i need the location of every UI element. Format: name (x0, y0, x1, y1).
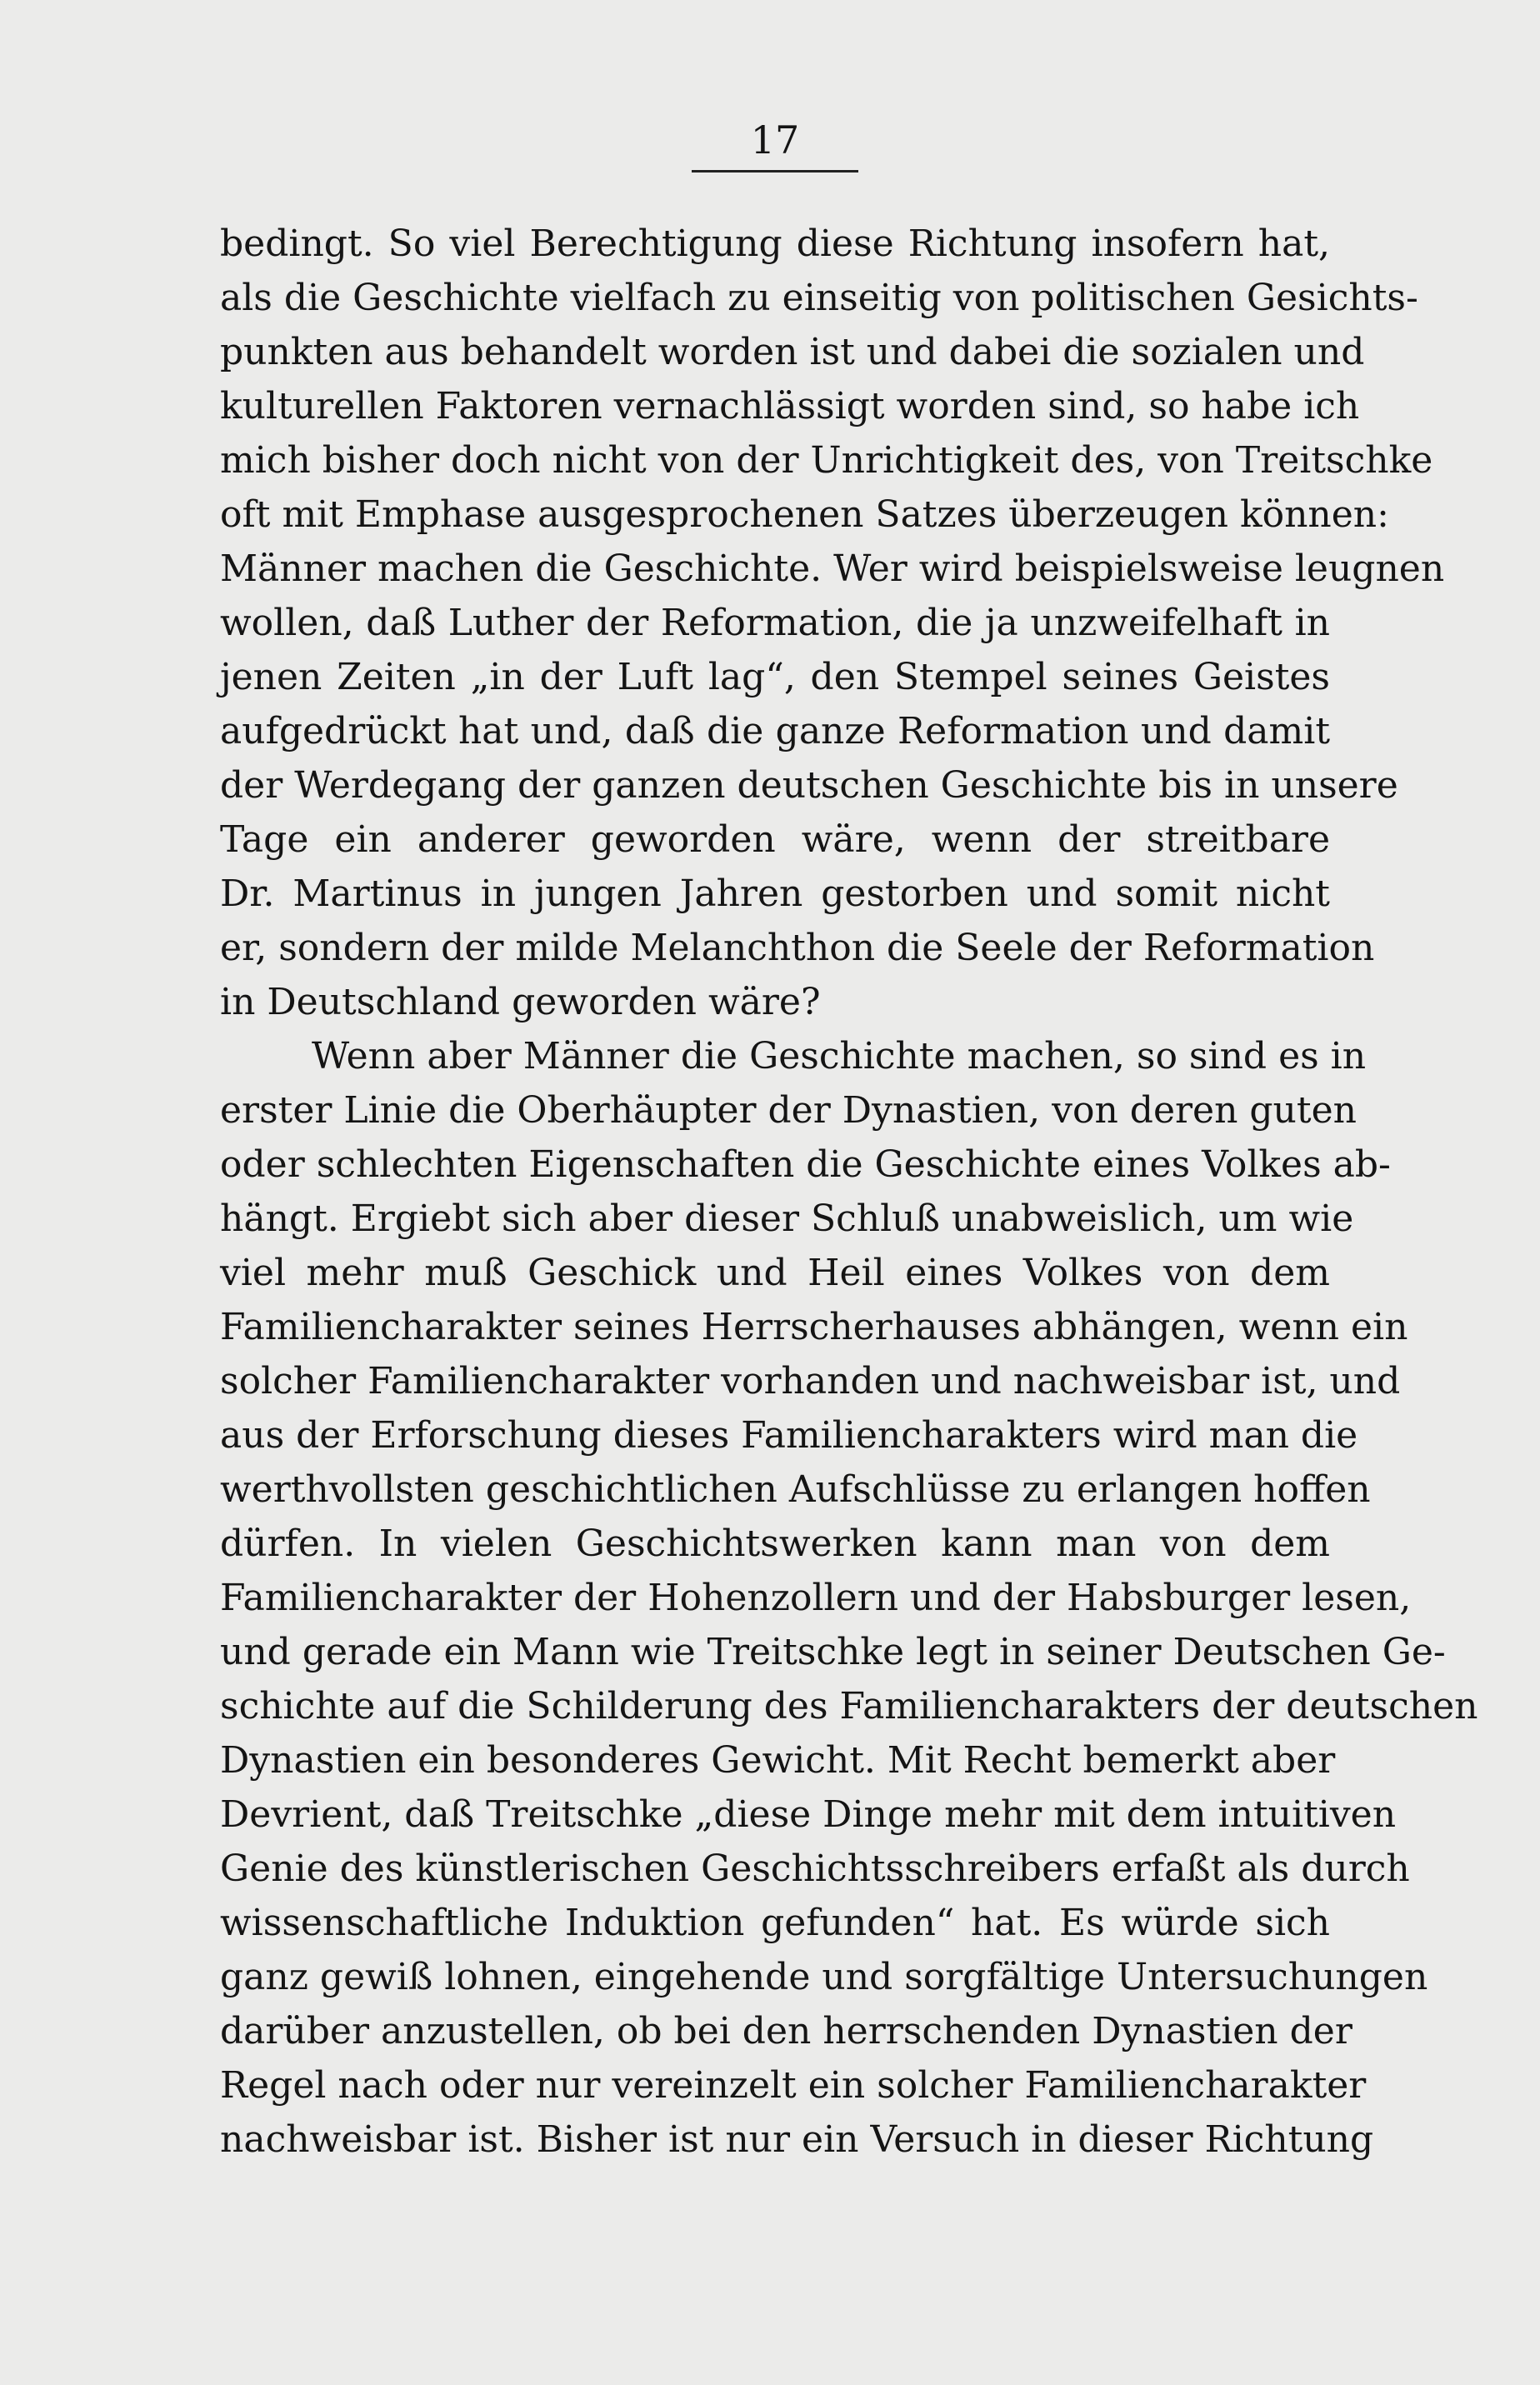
text-line: hängt. Ergiebt sich aber dieser Schluß unabweislich, um wie (220, 1198, 1354, 1240)
text-line: wollen, daß Luther der Reformation, die ja unzweifelhaft in (220, 602, 1330, 644)
text-line: Wenn aber Männer die Geschichte machen, so sind es in (312, 1035, 1367, 1078)
text-line: und gerade ein Mann wie Treitschke legt in seiner Deutschen Ge- (220, 1631, 1446, 1673)
text-line: viel mehr muß Geschick und Heil eines Volkes von dem (220, 1252, 1330, 1294)
paragraph-1 (220, 217, 1445, 1029)
text-line: der Werdegang der ganzen deutschen Geschichte bis in unsere (220, 764, 1398, 807)
text-line: schichte auf die Schilderung des Familiencharakters der deutschen (220, 1685, 1478, 1728)
text-line: erster Linie die Oberhäupter der Dynastien, von deren guten (220, 1089, 1357, 1132)
text-line: nachweisbar ist. Bisher ist nur ein Versuch in dieser Richtung (220, 2118, 1374, 2161)
text-line: in Deutschland geworden wäre? (220, 981, 821, 1023)
text-line: Dr. Martinus in jungen Jahren gestorben und somit nicht (220, 872, 1330, 915)
text-line: Regel nach oder nur vereinzelt ein solcher Familiencharakter (220, 2064, 1367, 2107)
text-line: Dynastien ein besonderes Gewicht. Mit Recht bemerkt aber (220, 1739, 1336, 1782)
text-line: Devrient, daß Treitschke „diese Dinge mehr mit dem intuitiven (220, 1793, 1397, 1836)
body-text (220, 217, 1478, 2167)
text-line: oder schlechten Eigenschaften die Geschichte eines Volkes ab- (220, 1143, 1391, 1186)
text-line: ganz gewiß lohnen, eingehende und sorgfältige Untersuchungen (220, 1956, 1428, 1998)
text-line: jenen Zeiten „in der Luft lag“, den Stempel seines Geistes (220, 656, 1330, 698)
text-line: als die Geschichte vielfach zu einseitig von politischen Gesichts- (220, 277, 1418, 319)
text-line: werthvollsten geschichtlichen Aufschlüsse zu erlangen hoffen (220, 1468, 1371, 1511)
header-rule (692, 170, 858, 172)
text-line: dürfen. In vielen Geschichtswerken kann man von dem (220, 1522, 1330, 1565)
text-line: bedingt. So viel Berechtigung diese Richtung insofern hat, (220, 222, 1330, 265)
text-line: Männer machen die Geschichte. Wer wird beispielsweise leugnen (220, 548, 1445, 590)
text-line: aufgedrückt hat und, daß die ganze Reformation und damit (220, 710, 1330, 752)
paragraph-2 (220, 1029, 1478, 2167)
text-line: Familiencharakter seines Herrscherhauses abhängen, wenn ein (220, 1306, 1408, 1348)
text-line: er, sondern der milde Melanchthon die Seele der Reformation (220, 927, 1375, 969)
text-line: Familiencharakter der Hohenzollern und der Habsburger lesen, (220, 1577, 1412, 1619)
text-line: punkten aus behandelt worden ist und dabei die sozialen und (220, 331, 1365, 373)
text-line: solcher Familiencharakter vorhanden und nachweisbar ist, und (220, 1360, 1401, 1402)
text-line: darüber anzustellen, ob bei den herrschenden Dynastien der (220, 2010, 1352, 2052)
text-line: Tage ein anderer geworden wäre, wenn der streitbare (220, 818, 1330, 861)
text-line: wissenschaftliche Induktion gefunden“ hat. Es würde sich (220, 1902, 1330, 1944)
text-line: kulturellen Faktoren vernachlässigt worden sind, so habe ich (220, 385, 1360, 428)
page-number: 17 (750, 118, 800, 162)
text-line: oft mit Emphase ausgesprochenen Satzes überzeugen können: (220, 493, 1389, 536)
text-line: Genie des künstlerischen Geschichtsschreibers erfaßt als durch (220, 1848, 1410, 1890)
text-line: aus der Erforschung dieses Familiencharakters wird man die (220, 1414, 1358, 1457)
page-header (683, 115, 867, 172)
text-line: mich bisher doch nicht von der Unrichtigkeit des, von Treitschke (220, 439, 1433, 482)
